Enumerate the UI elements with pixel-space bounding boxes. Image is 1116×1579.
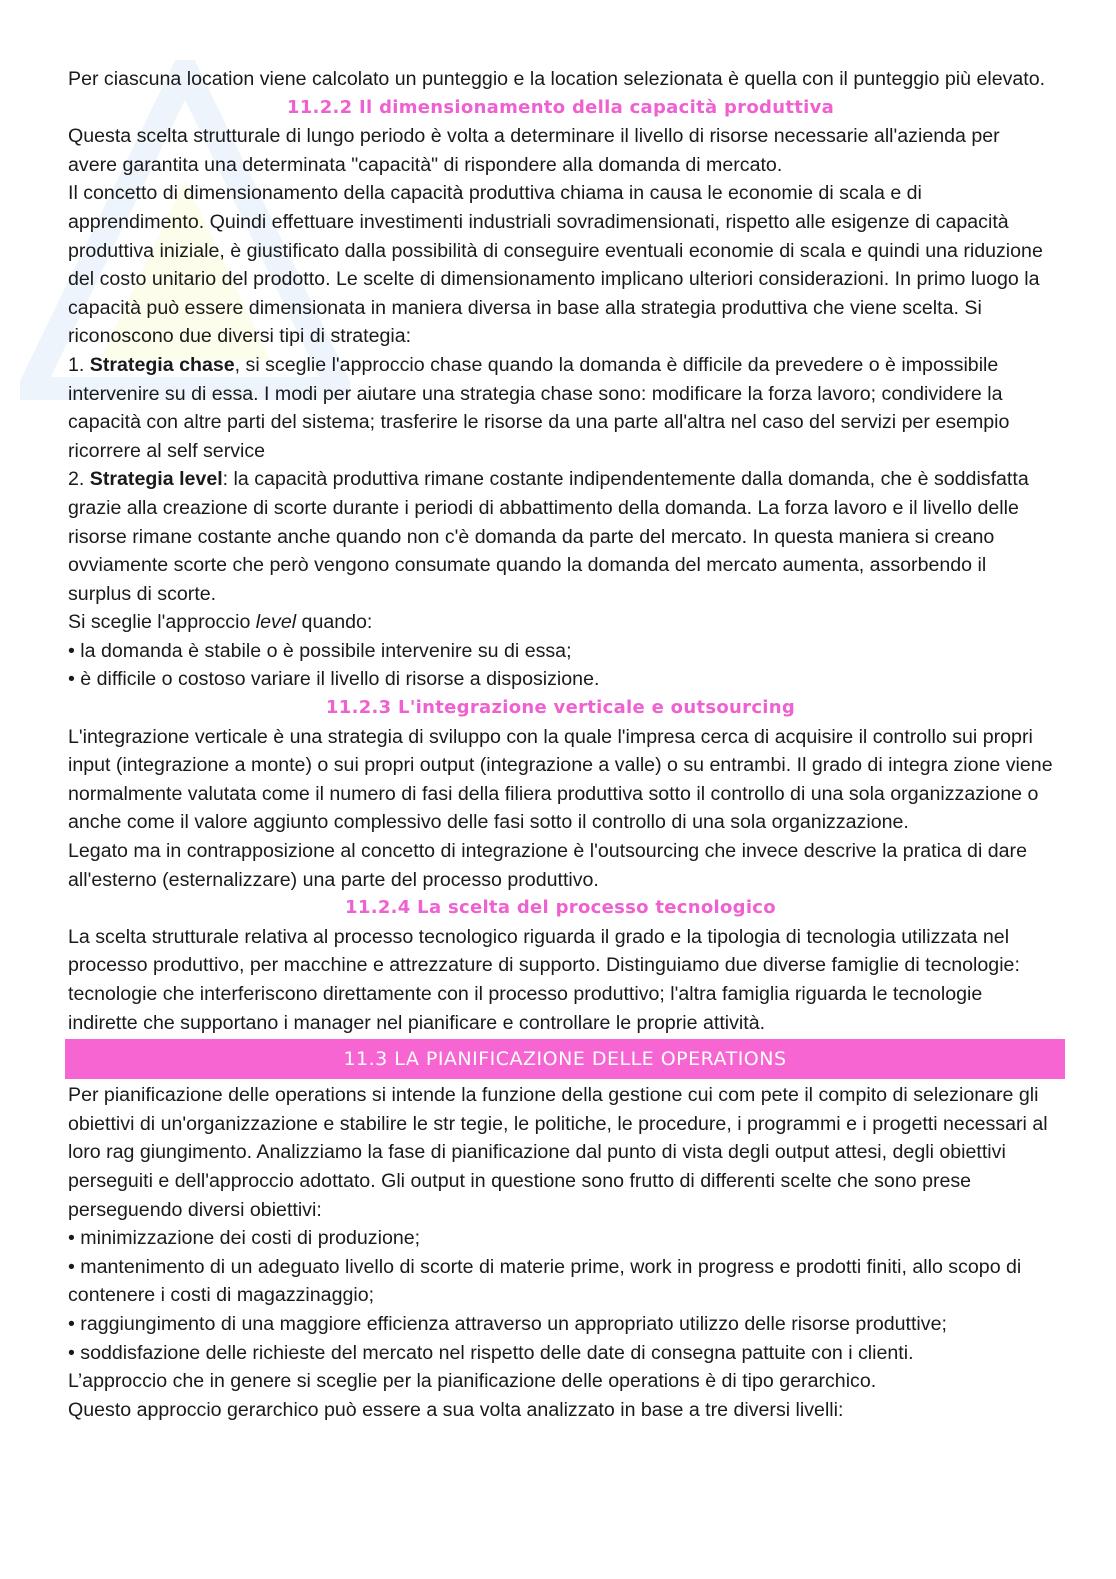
section-heading-11-2-3: 11.2.3 L'integrazione verticale e outsourcing xyxy=(325,697,796,719)
bullet-item: • soddisfazione delle richieste del mercato nel rispetto delle date di consegna pattuite con i clienti. xyxy=(68,1341,914,1364)
paragraph: Questa scelta strutturale di lungo periodo è volta a determinare il livello di risorse necessarie all'azienda per avere garantita una determinata "capacità" di rispondere alla domanda di mercato. xyxy=(68,125,1000,176)
list-item-text: : la capacità produttiva rimane costante indipendentemente dalla domanda, che è soddisfatta grazie alla creazione di scorte durante i periodi di abbattimento della domanda. La forza lavoro e il livello delle risorse rimane costante anche quando non c'è domanda da parte del mercato. In questa maniera si creano ovviamente scorte che però vengono consumate quando la domanda del mercato aumenta, assorbendo il surplus di scorte. xyxy=(68,468,1029,605)
chapter-heading-11-3: 11.3 LA PIANIFICAZIONE DELLE OPERATIONS xyxy=(343,1048,787,1071)
list-item-text: , si sceglie l'approccio chase quando la domanda è difficile da prevedere o è impossibile intervenire su di essa. I modi per aiutare una strategia chase sono: modificare la forza lavoro; condividere la capacità con altre parti del sistema; trasferire le risorse da una parte all'altra nel caso del servizi per esempio ricorrere al self service xyxy=(68,353,1010,462)
bullet-item: • è difficile o costoso variare il livello di risorse a disposizione. xyxy=(68,668,600,691)
list-item-strategia-level xyxy=(68,465,1053,608)
intro-paragraph: Per ciascuna location viene calcolato un punteggio e la location selezionata è quella con il punteggio più elevato. xyxy=(68,68,1046,90)
list-number: 2. xyxy=(68,468,85,491)
paragraph: L'integrazione verticale è una strategia di sviluppo con la quale l'impresa cerca di acquisire il controllo sui propri input (integrazione a monte) o sui propri output (integrazione a valle) o su entrambi. Il grado di integra zione viene normalmente valutata come il numero di fasi della filiera produttiva sotto il controllo di una sola organizzazione o anche come il valore aggiunto complessivo delle fasi sotto il controllo di una sola organizzazione. xyxy=(68,725,1053,834)
text: Si sceglie l'approccio xyxy=(68,611,256,634)
term-strategia-chase: Strategia chase xyxy=(89,353,235,376)
list-item-strategia-chase xyxy=(68,351,1053,465)
section-heading-11-2-2: 11.2.2 Il dimensionamento della capacità produttiva xyxy=(286,96,835,118)
text: quando: xyxy=(296,611,373,634)
bullet-item: • minimizzazione dei costi di produzione; xyxy=(68,1227,421,1250)
paragraph: Per pianificazione delle operations si intende la funzione della gestione cui com pete il compito di selezionare gli obiettivi di un'organizzazione e stabilire le str tegie, le politiche, le procedure, i programmi e i progetti necessari al loro rag giungimento. Analizziamo la fase di pianificazione dal punto di vista degli output attesi, degli obiettivi perseguiti e dell'approccio adottato. Gli output in questione sono frutto di differenti scelte che sono prese perseguendo diversi obiettivi: xyxy=(68,1084,1048,1221)
level-intro xyxy=(68,608,1053,637)
chapter-heading-bar xyxy=(65,1039,1065,1079)
document-page xyxy=(68,65,1053,1424)
paragraph: L’approccio che in genere si sceglie per la pianificazione delle operations è di tipo gerarchico. xyxy=(68,1370,877,1393)
bullet-item: • mantenimento di un adeguato livello di scorte di materie prime, work in progress e prodotti finiti, allo scopo di contenere i costi di magazzinaggio; xyxy=(68,1255,1022,1307)
section-heading-11-2-4: 11.2.4 La scelta del processo tecnologico xyxy=(345,897,776,919)
paragraph: Questo approccio gerarchico può essere a sua volta analizzato in base a tre diversi livelli: xyxy=(68,1398,844,1421)
paragraph: Legato ma in contrapposizione al concetto di integrazione è l'outsourcing che invece descrive la pratica di dare all'esterno (esternalizzare) una parte del processo produttivo. xyxy=(68,840,1027,891)
term-level: level xyxy=(255,611,297,634)
list-number: 1. xyxy=(68,353,85,376)
paragraph: La scelta strutturale relativa al processo tecnologico riguarda il grado e la tipologia di tecnologia utilizzata nel processo produttivo, per macchine e attrezzature di supporto. Distinguiamo due diverse famiglie di tecnologie: tecnologie che interferiscono direttamente con il processo produttivo; l'altra famiglia riguarda le tecnologie indirette che supportano i manager nel pianificare e controllare le proprie attività. xyxy=(68,925,1020,1034)
bullet-item: • raggiungimento di una maggiore efficienza attraverso un appropriato utilizzo delle risorse produttive; xyxy=(68,1312,947,1335)
bullet-item: • la domanda è stabile o è possibile intervenire su di essa; xyxy=(68,639,572,662)
paragraph: Il concetto di dimensionamento della capacità produttiva chiama in causa le economie di scala e di apprendimento. Quindi effettuare investimenti industriali sovradimensionati, rispetto alle esigenze di capacità produttiva iniziale, è giustificato dalla possibilità di conseguire eventuali economie di scala e quindi una riduzione del costo unitario del prodotto. Le scelte di dimensionamento implicano ulteriori considerazioni. In primo luogo la capacità può essere dimensionata in maniera diversa in base alla strategia produttiva che viene scelta. Si riconoscono due diversi tipi di strategia: xyxy=(68,182,1043,348)
term-strategia-level: Strategia level xyxy=(89,468,223,491)
